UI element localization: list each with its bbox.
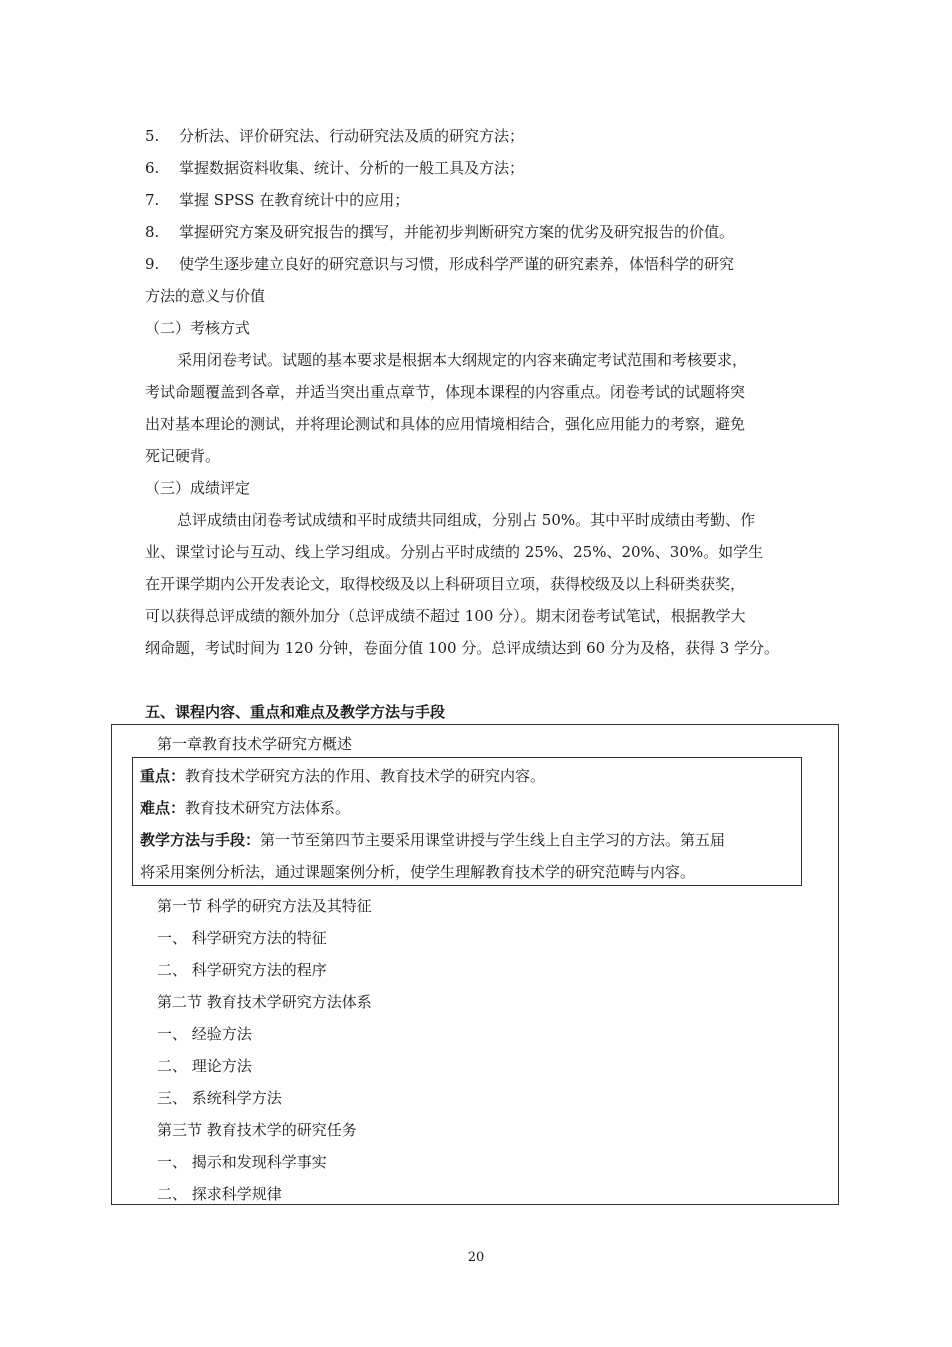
grading-paragraph-line: 总评成绩由闭卷考试成绩和平时成绩共同组成，分别占 50%。其中平时成绩由考勤、作 (177, 511, 756, 529)
outline-item: 三、 系统科学方法 (157, 1089, 282, 1107)
objective-item: 7. 掌握 SPSS 在教育统计中的应用； (145, 191, 410, 209)
grading-paragraph-line: 可以获得总评成绩的额外加分（总评成绩不超过 100 分）。期末闭卷考试笔试，根据教学大 (145, 607, 746, 625)
outline-item: 一、 经验方法 (157, 1025, 252, 1043)
exam-paragraph-line: 考试命题覆盖到各章，并适当突出重点章节，体现本课程的内容重点。闭卷考试的试题将突 (145, 383, 746, 401)
grading-heading: （三）成绩评定 (145, 479, 251, 497)
difficulty-points: 难点：教育技术研究方法体系。 (140, 799, 351, 817)
outline-item: 二、 探求科学规律 (157, 1185, 282, 1203)
outline-item: 一、 揭示和发现科学事实 (157, 1153, 327, 1171)
section-heading: 五、课程内容、重点和难点及教学方法与手段 (145, 703, 446, 721)
objective-item: 6. 掌握数据资料收集、统计、分析的一般工具及方法； (145, 159, 525, 177)
objective-item: 9. 使学生逐步建立良好的研究意识与习惯，形成科学严谨的研究素养，体悟科学的研究 (145, 255, 735, 273)
grading-paragraph-line: 纲命题，考试时间为 120 分钟，卷面分值 100 分。总评成绩达到 60 分为及格，获得 3 学分。 (145, 639, 780, 657)
teaching-methods: 教学方法与手段：第一节至第四节主要采用课堂讲授与学生线上自主学习的方法。第五届 (140, 831, 726, 849)
outline-item: 第三节 教育技术学的研究任务 (157, 1121, 357, 1139)
objective-item: 5. 分析法、评价研究法、行动研究法及质的研究方法； (145, 127, 525, 145)
objective-item: 8. 掌握研究方案及研究报告的撰写，并能初步判断研究方案的优劣及研究报告的价值。 (145, 223, 735, 241)
outline-item: 一、 科学研究方法的特征 (157, 929, 327, 947)
outline-item: 第二节 教育技术学研究方法体系 (157, 993, 372, 1011)
objective-continuation: 方法的意义与价值 (145, 287, 266, 305)
teaching-methods-cont: 将采用案例分析法，通过课题案例分析，使学生理解教育技术学的研究范畴与内容。 (140, 863, 696, 881)
page-number: 20 (467, 1250, 485, 1265)
chapter-title: 第一章教育技术学研究方概述 (157, 735, 353, 753)
grading-paragraph-line: 业、课堂讨论与互动、线上学习组成。分别占平时成绩的 25%、25%、20%、30%。如学生 (145, 543, 764, 561)
outline-item: 二、 科学研究方法的程序 (157, 961, 327, 979)
grading-paragraph-line: 在开课学期内公开发表论文，取得校级及以上科研项目立项，获得校级及以上科研类获奖， (145, 575, 746, 593)
outline-item: 第一节 科学的研究方法及其特征 (157, 897, 372, 915)
exam-paragraph-line: 出对基本理论的测试，并将理论测试和具体的应用情境相结合，强化应用能力的考察，避免 (145, 415, 746, 433)
exam-heading: （二）考核方式 (145, 319, 251, 337)
exam-paragraph-line: 死记硬背。 (145, 447, 221, 465)
key-points: 重点：教育技术学研究方法的作用、教育技术学的研究内容。 (140, 767, 546, 785)
exam-paragraph-line: 采用闭卷考试。试题的基本要求是根据本大纲规定的内容来确定考试范围和考核要求， (177, 351, 748, 369)
outline-item: 二、 理论方法 (157, 1057, 252, 1075)
